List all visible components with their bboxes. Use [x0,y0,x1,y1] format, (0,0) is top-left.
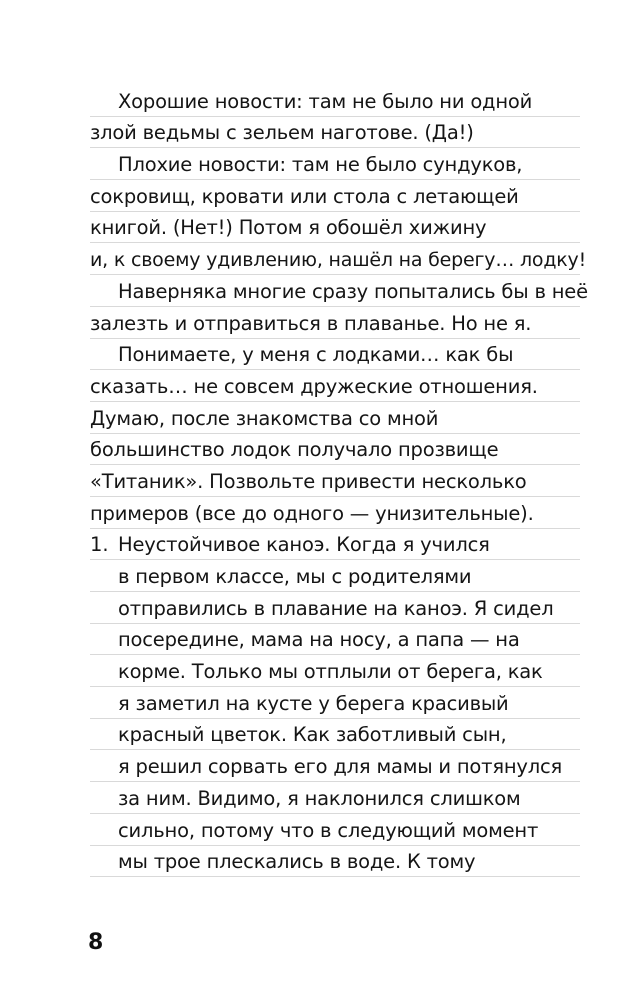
list-item-line [90,719,580,751]
list-item-line [90,529,580,561]
ruled-text-block [90,85,588,877]
text-line [90,85,580,117]
paragraph-text: и, к своему удивлению, нашёл на берегу… лодку! [90,249,587,272]
paragraph-text: сокровищ, кровати или стола с летающей [90,184,519,208]
paragraph-text: Наверняка многие сразу попытались бы в неё [118,279,588,303]
list-item-text: Неустойчивое каноэ. Когда я учился [118,533,490,557]
text-line [90,465,580,497]
text-line [90,117,580,149]
paragraph-text: Понимаете, у меня с лодками… как бы [118,343,514,367]
paragraph-text: книгой. (Нет!) Потом я обошёл хижину [90,216,487,240]
list-item-text: сильно, потому что в следующий момент [118,818,539,842]
text-line [90,275,588,307]
text-line [90,212,580,244]
list-item-line [90,624,580,656]
text-line [90,180,580,212]
text-line [90,243,587,275]
list-number: 1. [90,533,109,557]
list-item-line [90,592,580,624]
text-line [90,148,580,180]
list-item-line [90,846,580,878]
list-item-line [90,782,580,814]
text-line [90,339,580,371]
paragraph-text: примеров (все до одного — унизительные). [90,501,534,525]
paragraph-text: Думаю, после знакомства со мной [90,406,439,430]
list-item-line [90,655,580,687]
paragraph-text: Хорошие новости: там не было ни одной [118,89,533,113]
paragraph-text: большинство лодок получало прозвище [90,438,499,462]
list-item-text: посередине, мама на носу, а папа — на [118,628,520,652]
text-line [90,497,580,529]
list-item-line [90,560,580,592]
list-item-text: я решил сорвать его для мамы и потянулся [118,755,563,779]
list-item-text: в первом классе, мы с родителями [118,565,472,588]
list-item-line [90,750,580,782]
list-item-line [90,687,580,719]
list-item-text: мы трое плескались в воде. К тому [118,850,476,874]
page-number: 8 [88,930,104,955]
list-item-text: корме. Только мы отплыли от берега, как [118,660,543,684]
paragraph-text: злой ведьмы с зельем наготове. (Да!) [90,121,474,145]
list-item-text: я заметил на кусте у берега красивый [118,691,509,715]
list-item-text: отправились в плавание на каноэ. Я сидел [118,596,554,620]
paragraph-text: залезть и отправиться в плаванье. Но не я. [90,311,532,335]
paragraph-text: сказать… не совсем дружеские отношения. [90,374,538,398]
text-line [90,434,580,466]
paragraph-text: «Титаник». Позвольте привести несколько [90,469,527,493]
text-line [90,307,580,339]
paragraph-text: Плохие новости: там не было сундуков, [118,153,523,177]
text-line [90,402,580,434]
list-item-line [90,814,580,846]
list-item-text: за ним. Видимо, я наклонился слишком [118,786,521,810]
text-line [90,370,580,402]
list-item-text: красный цветок. Как заботливый сын, [118,723,507,747]
